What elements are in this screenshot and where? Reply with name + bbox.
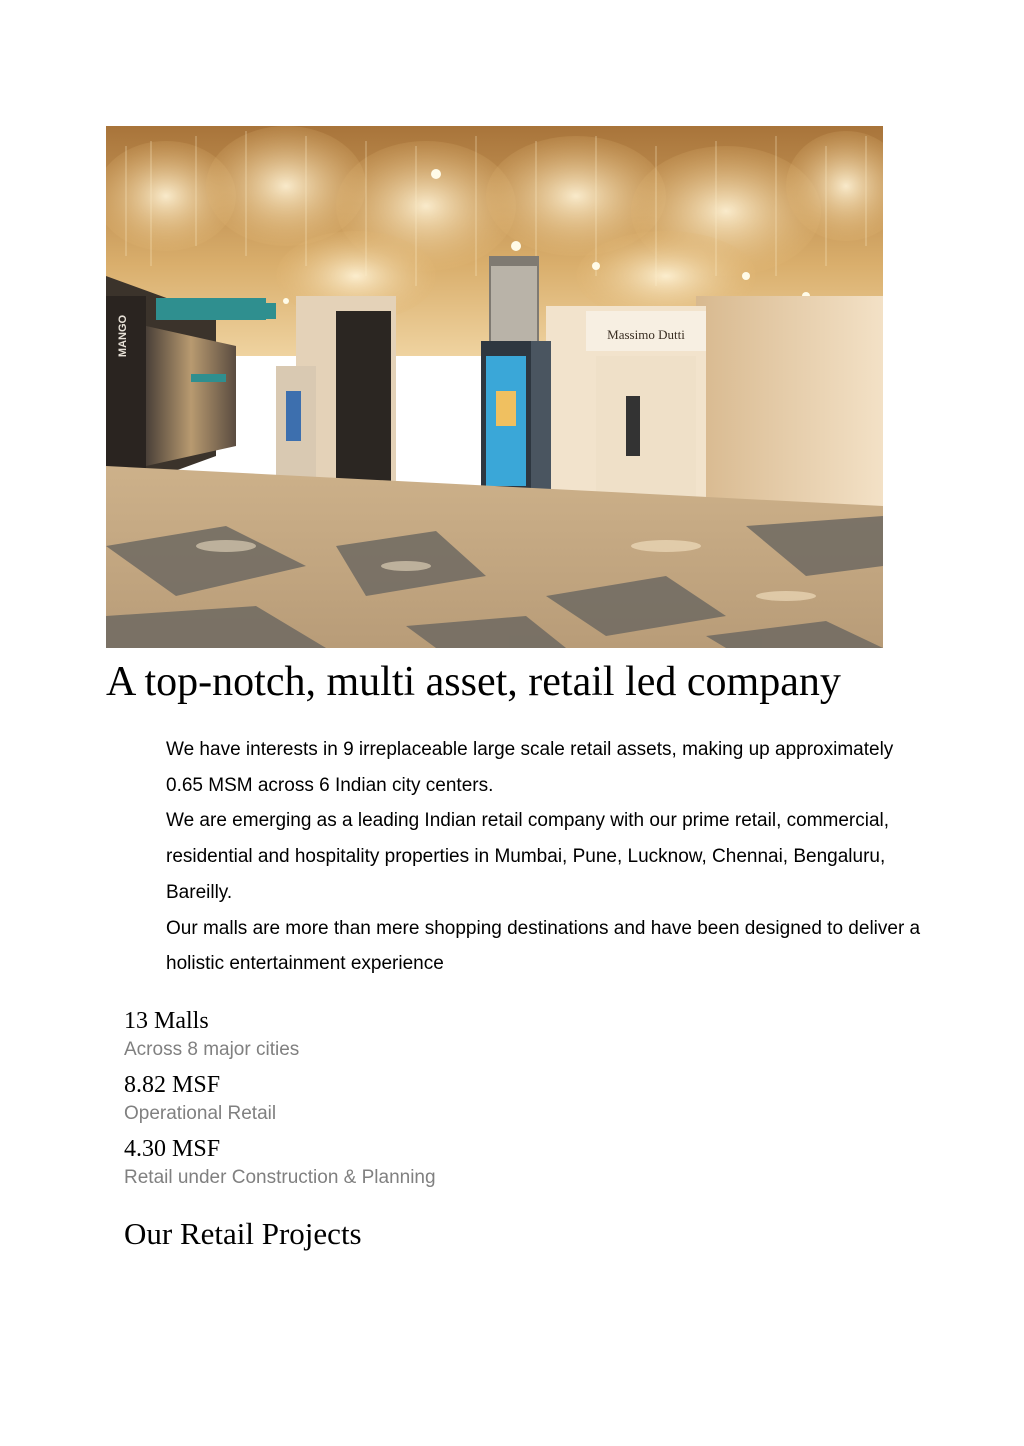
intro-text <box>166 732 926 982</box>
stat-value: 8.82 MSF <box>124 1072 221 1098</box>
stat-label: Across 8 major cities <box>124 1039 300 1060</box>
stats-list <box>124 1006 724 1198</box>
stat-value: 13 Malls <box>124 1008 209 1034</box>
intro-paragraph: Our malls are more than mere shopping destinations and have been designed to deliver a holistic entertainment experience <box>166 917 921 975</box>
stat-label: Retail under Construction & Planning <box>124 1167 436 1188</box>
left-store-sign: MANGO <box>117 314 129 358</box>
hero-image <box>106 126 883 648</box>
intro-paragraph: We have interests in 9 irreplaceable large scale retail assets, making up approximately 0.65 MSM across 6 Indian city centers. <box>166 739 894 796</box>
stat-value: 4.30 MSF <box>124 1136 221 1162</box>
stat-operational-retail <box>124 1070 724 1126</box>
page-headline: A top-notch, multi asset, retail led company <box>106 659 841 705</box>
stat-retail-under-construction <box>124 1134 724 1190</box>
stat-malls <box>124 1006 724 1062</box>
intro-paragraph: We are emerging as a leading Indian retail company with our prime retail, commercial, residential and hospitality properties in Mumbai, Pune, Lucknow, Chennai, Bengaluru, Bareilly. <box>166 810 890 903</box>
storefront-sign: Massimo Dutti <box>607 327 685 342</box>
section-title-retail-projects: Our Retail Projects <box>124 1216 362 1251</box>
stat-label: Operational Retail <box>124 1103 277 1124</box>
